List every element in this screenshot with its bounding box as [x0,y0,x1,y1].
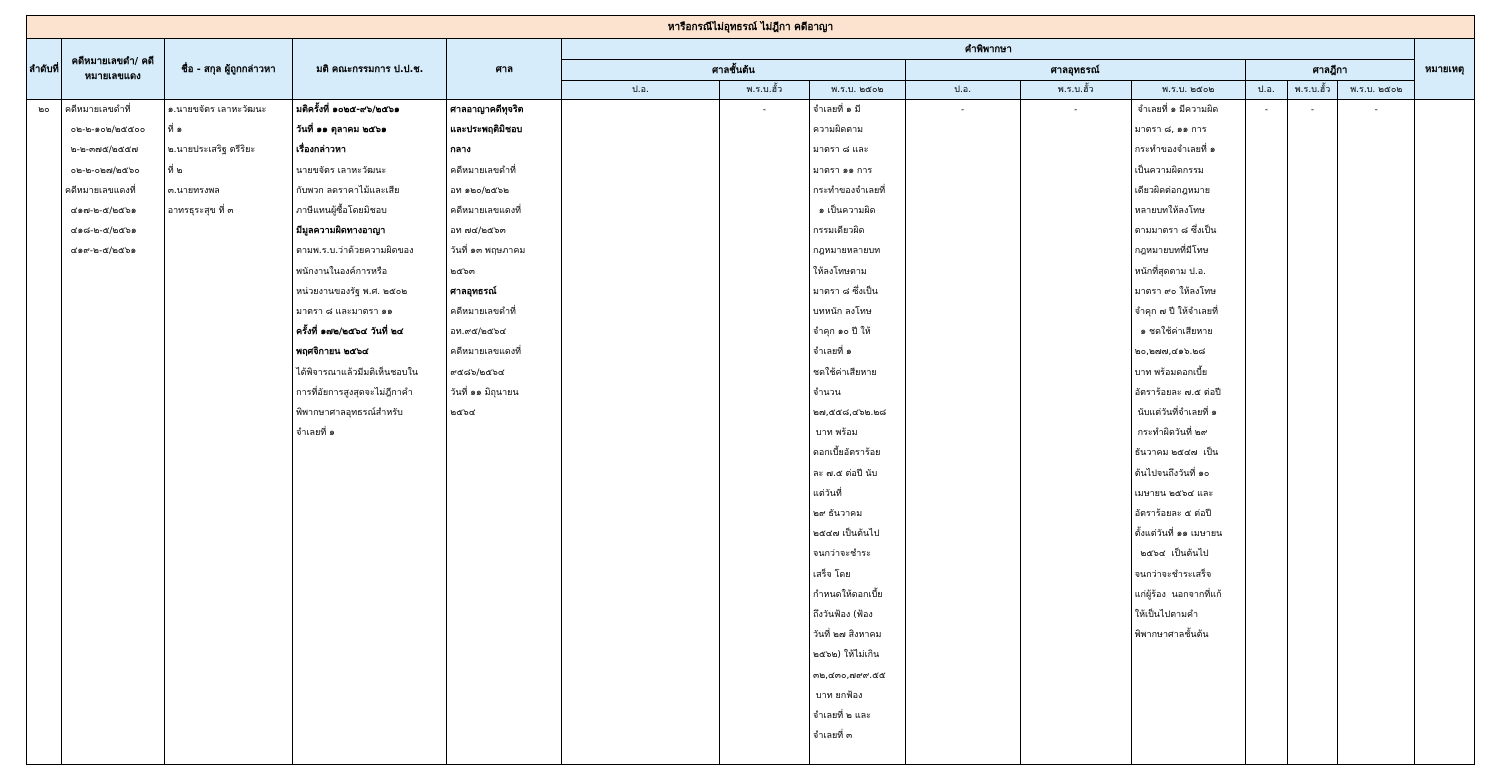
cell-case-no: คดีหมายเลขดำที่ ๐๒-๒-๑๐๒/๒๕๕๐๐ ๒-๒-๓๗๕/๒๕๕๗ ๐๒-๒-๐๒๗/๒๕๖๐ คดีหมายเลขแดงที่ ๔๑๗-๒-๕/๒๕๖๑ ๔๑๘-๒-๕/๒๕๖๑ ๔๑๙-๒-๕/๒๕๖๑ [61,100,164,765]
cell-appeal-2502: จำเลยที่ ๑ มีความผิด มาตรา ๘, ๑๑ การ กระทำของจำเลยที่ ๑ เป็นความผิดกรรม เดียวผิดต่อกฎหมาย หลายบทให้ลงโทษ ตามมาตรา ๘ ซึ่งเป็น กฎหมายบทที่มีโทษ หนักที่สุดตาม ป.อ. มาตรา ๙๐ ให้ลงโทษ จำคุก ๗ ปี ให้จำเลยที่ ๑ ชดใช้ค่าเสียหาย ๒๐,๒๗๗,๔๑๖.๒๘ บาท พร้อมดอกเบี้ย อัตราร้อยละ ๗.๕ ต่อปี นับแต่วันที่จำเลยที่ ๑ กระทำผิดวันที่ ๒๙ ธันวาคม ๒๕๔๗ เป็น ต้นไปจนถึงวันที่ ๑๐ เมษายน ๒๕๖๔ และ อัตราร้อยละ ๕ ต่อปี ตั้งแต่วันที่ ๑๑ เมษายน ๒๕๖๔ เป็นต้นไป จนกว่าจะชำระเสร็จ แก่ผู้ร้อง นอกจากที่แก้ ให้เป็นไปตามคำ พิพากษาศาลชั้นต้น [1131,100,1245,765]
header-first-penal: ป.อ. [562,81,719,100]
header-remark: หมายเหตุ [1415,39,1475,100]
header-accused: ชื่อ - สกุล ผู้ถูกกล่าวหา [164,39,292,100]
cell-no: ๒๐ [27,100,62,765]
court-first-case: คดีหมายเลขดำที่ อท ๑๒๐/๒๕๖๒ คดีหมายเลขแดงที่ อท ๗๔/๒๕๖๓ วันที่ ๑๓ พฤษภาคม ๒๕๖๓ [450,165,526,277]
cell-appeal-act1: - [1020,100,1131,765]
header-court: ศาล [447,39,562,100]
header-appeal-2502: พ.ร.บ. ๒๕๐๒ [1131,81,1245,100]
header-first-act1: พ.ร.บ.ฮั้ว [719,81,809,100]
cell-accused: ๑.นายขจัตร เลาหะวัฒนะ ที่ ๑ ๒.นายประเสริฐ ตรีริยะ ที่ ๒ ๓.นายทรงพล อาทรธุระสุข ที่ ๓ [164,100,292,765]
cell-remark [1415,100,1475,765]
resolution-finding: มีมูลความผิดทางอาญา [296,226,386,237]
resolution-meeting-1: มติครั้งที่ ๑๐๒๕-๙๖/๒๕๖๑ วันที่ ๑๑ ตุลาคม ๒๕๖๑ เรื่องกล่าวหา [296,105,400,156]
cell-supreme-penal: - [1245,100,1287,765]
cell-resolution [293,100,447,765]
header-supreme: ศาลฎีกา [1245,60,1415,81]
court-appeal-case: คดีหมายเลขดำที่ อท.๙๕/๒๕๖๔ คดีหมายเลขแดงที่ ๙๕๘๖/๒๕๖๔ วันที่ ๑๑ มิถุนายน ๒๕๖๔ [450,307,522,419]
table-title: หารือกรณีไม่อุทธรณ์ ไม่ฎีกา คดีอาญา [27,16,1475,39]
cell-first-2502: จำเลยที่ ๑ มี ความผิดตาม มาตรา ๘ และ มาตรา ๑๑ การ กระทำของจำเลยที่ ๑ เป็นความผิด กรรมเดียวผิด กฎหมายหลายบท ให้ลงโทษตาม มาตรา ๘ ซึ่งเป็น บทหนัก ลงโทษ จำคุก ๑๐ ปี ให้ จำเลยที่ ๑ ชดใช้ค่าเสียหาย จำนวน ๒๗,๕๕๘,๔๖๒.๒๘ บาท พร้อม ดอกเบี้ยอัตราร้อย ละ ๗.๕ ต่อปี นับ แต่วันที่ ๒๙ ธันวาคม ๒๕๔๗ เป็นต้นไป จนกว่าจะชำระ เสร็จ โดย กำหนดให้ดอกเบี้ย ถึงวันฟ้อง (ฟ้อง วันที่ ๒๗ สิงหาคม ๒๕๖๒) ให้ไม่เกิน ๓๒,๔๓๐,๗๙๙.๕๕ บาท ยกฟ้อง จำเลยที่ ๒ และ จำเลยที่ ๓ [810,100,906,765]
cell-supreme-act1: - [1287,100,1337,765]
header-case-no: คดีหมายเลขดำ/ คดีหมายเลขแดง [61,39,164,100]
header-first-instance: ศาลชั้นต้น [562,60,905,81]
cell-supreme-2502: - [1338,100,1415,765]
resolution-decision: ได้พิจารณาแล้วมีมติเห็นชอบใน การที่อัยการสูงสุดจะไม่ฎีกาคำ พิพากษาศาลอุทธรณ์สำหรับ จำเลยที่ ๑ [296,367,419,439]
header-appeal-penal: ป.อ. [905,81,1020,100]
cell-court [447,100,562,765]
header-appeal-act1: พ.ร.บ.ฮั้ว [1020,81,1131,100]
header-supreme-2502: พ.ร.บ. ๒๕๐๒ [1338,81,1415,100]
cell-first-act1: - [719,100,809,765]
header-resolution: มติ คณะกรรมการ ป.ป.ช. [293,39,447,100]
header-first-2502: พ.ร.บ. ๒๕๐๒ [810,81,906,100]
resolution-law: ตามพ.ร.บ.ว่าด้วยความผิดของ พนักงานในองค์การหรือ หน่วยงานของรัฐ พ.ศ. ๒๕๐๒ มาตรา ๘ และมาตรา ๑๑ [296,246,414,318]
court-first-name: ศาลอาญาคดีทุจริต และประพฤติมิชอบ กลาง [450,105,524,156]
header-supreme-act1: พ.ร.บ.ฮั้ว [1287,81,1337,100]
header-appeal: ศาลอุทธรณ์ [905,60,1245,81]
case-table [26,15,1475,765]
spreadsheet [26,15,1475,784]
resolution-meeting-2: ครั้งที่ ๑๗๒/๒๕๖๔ วันที่ ๒๔ พฤศจิกายน ๒๕๖๔ [296,327,404,358]
header-supreme-penal: ป.อ. [1245,81,1287,100]
resolution-allegation: นายขจัตร เลาหะวัฒนะ กับพวก ลดราคาไม้และเสีย ภาษีแทนผู้ซื้อโดยมิชอบ [296,165,400,217]
header-no: ลำดับที่ [27,39,62,100]
table-row [27,100,1475,765]
cell-first-penal [562,100,719,765]
cell-appeal-penal: - [905,100,1020,765]
header-judgment: คำพิพากษา [562,39,1415,60]
court-appeal-name: ศาลอุทธรณ์ [450,286,497,297]
